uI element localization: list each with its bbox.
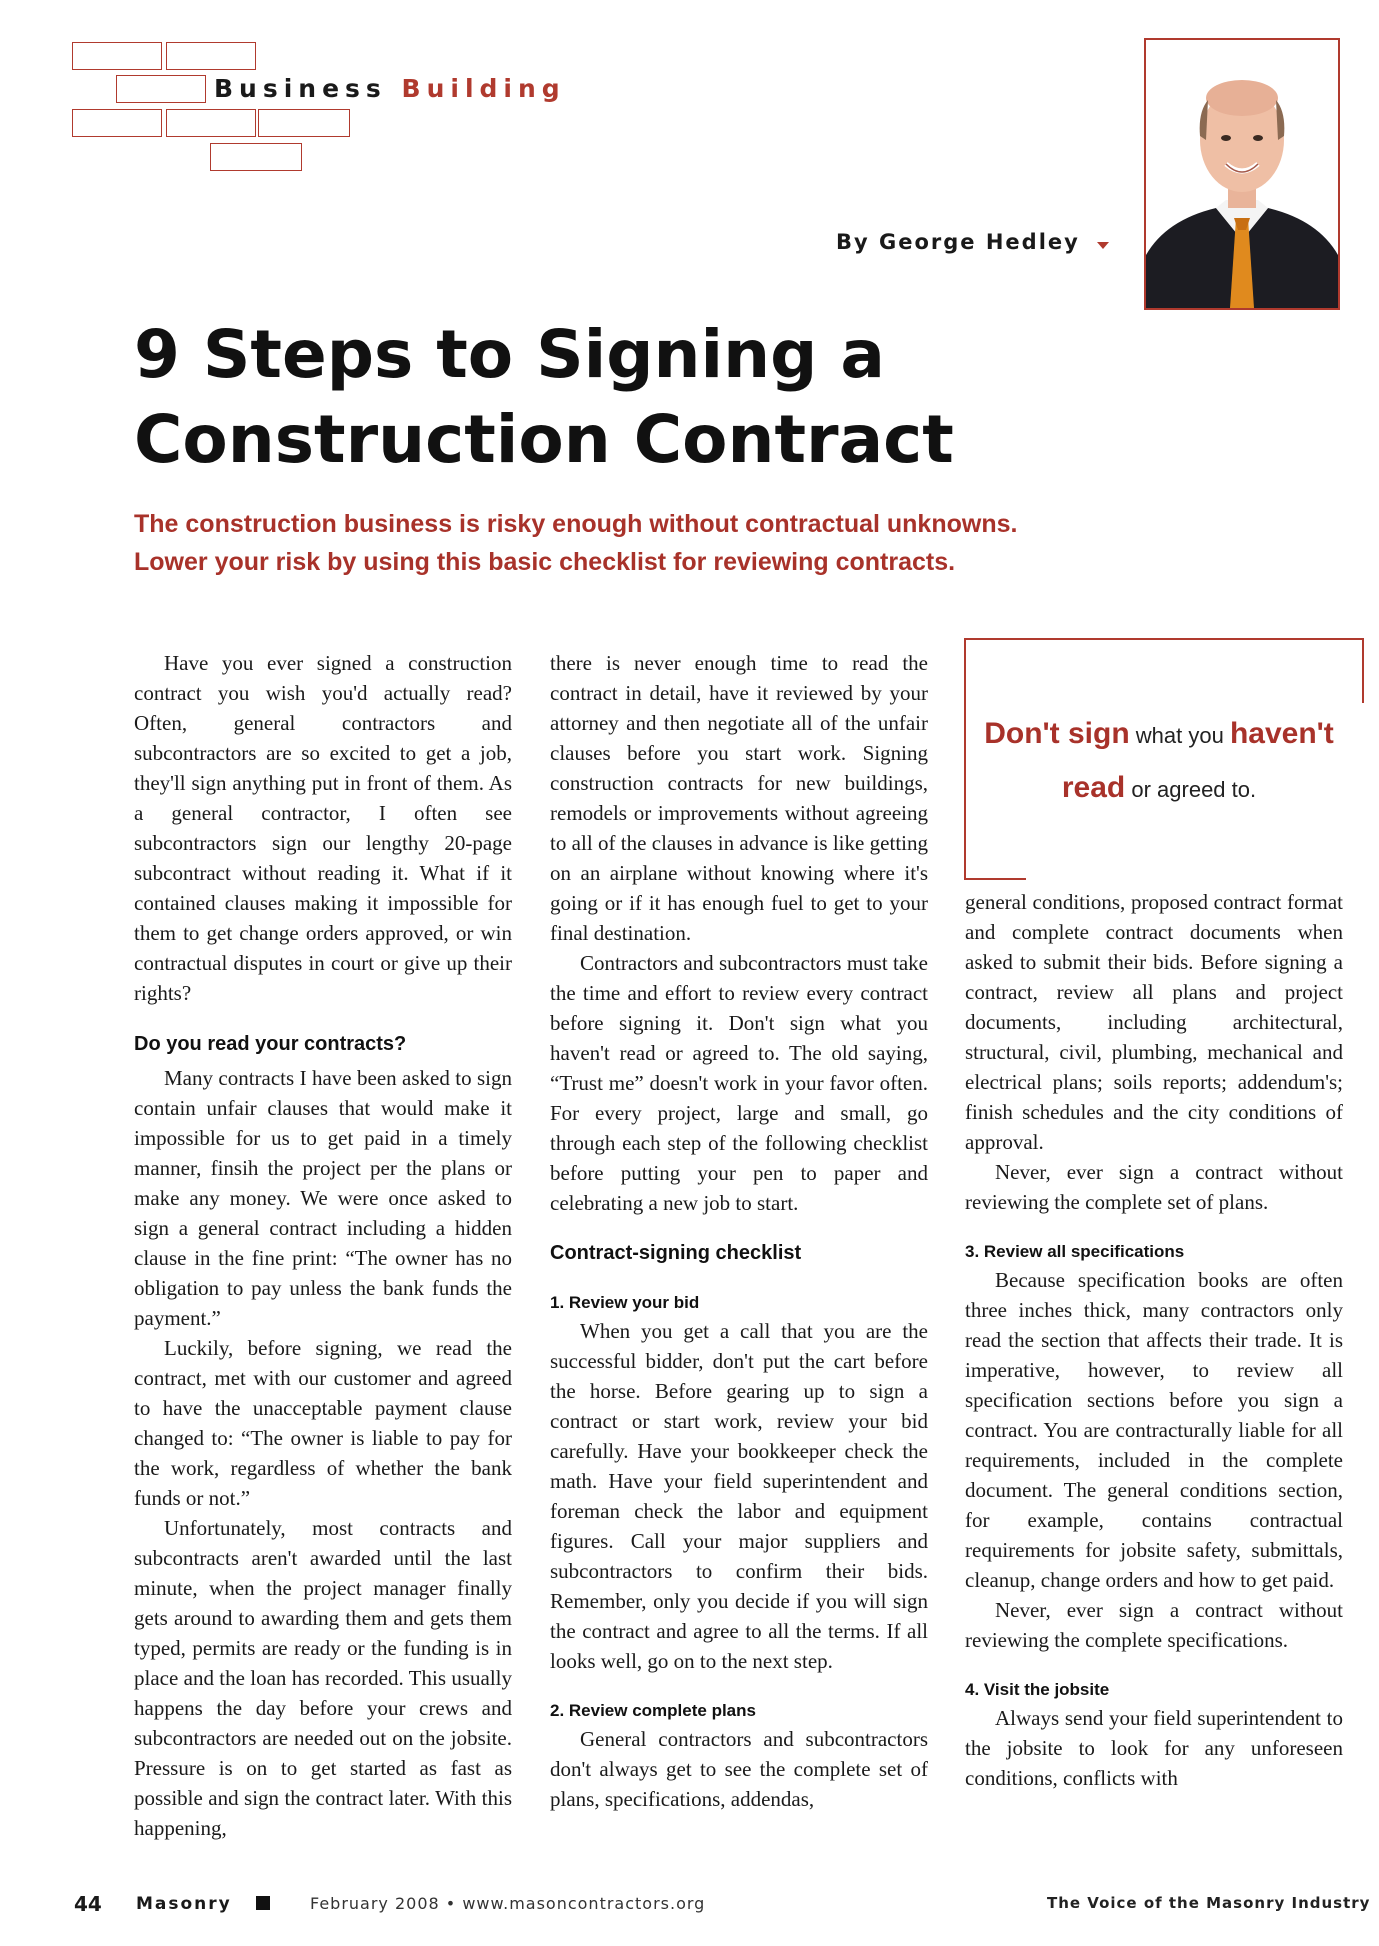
article-title (134, 312, 1094, 482)
paragraph: Contractors and subcontractors must take the time and effort to review every contract before signing it. Don't sign what you haven't read or agreed to. The old saying, “Trust me” doesn't work in your favor often. For every project, large and small, go through each step of the following checklist before putting your pen to paper and celebrating a new job to start. (550, 951, 928, 1215)
paragraph: Never, ever sign a contract without reviewing the complete specifications. (965, 1598, 1343, 1652)
pull-quote-emphasis: read (1061, 771, 1126, 804)
page-number: 44 (74, 1892, 102, 1916)
pull-quote (964, 638, 1364, 883)
magazine-name: Masonry (136, 1894, 232, 1914)
section-label (214, 74, 566, 103)
pull-quote-plain: what you (1129, 723, 1230, 748)
title-line-2: Construction Contract (134, 401, 954, 478)
column-2 (550, 648, 928, 1814)
pull-quote-emphasis: haven't (1229, 717, 1334, 750)
byline: By George Hedley (836, 230, 1080, 254)
title-line-1: 9 Steps to Signing a (134, 316, 885, 393)
step-1-heading: 1. Review your bid (550, 1293, 700, 1312)
paragraph: Have you ever signed a construction contract you wish you'd actually read? Often, general contractors and subcontractors are so excited to get a job, they'll sign anything put in front of them. As a general contractor, I often see subcontractors sign our lengthy 20-page subcontract without reading it. What if it contained clauses making it impossible for them to get change orders approved, or win contractual disputes in court or give up their rights? (134, 651, 512, 1005)
author-photo (1144, 38, 1340, 310)
step-4-heading: 4. Visit the jobsite (965, 1680, 1110, 1699)
column-3 (965, 887, 1343, 1793)
step-2-heading: 2. Review complete plans (550, 1701, 756, 1720)
section-word-business: Business (214, 74, 387, 103)
magazine-tagline: The Voice of the Masonry Industry (1047, 1894, 1371, 1912)
step-3-heading: 3. Review all specifications (965, 1242, 1185, 1261)
paragraph: Many contracts I have been asked to sign contain unfair clauses that would make it impossible for us to get paid in a timely manner, finsih the project per the plans or make any money. We were once asked to sign a general contract including a hidden clause in the fine print: “The owner has no obligation to pay unless the bank funds the payment.” (134, 1066, 512, 1330)
article-deck (134, 505, 1184, 581)
pull-quote-text (974, 708, 1344, 816)
pull-quote-border-bottom (964, 878, 1026, 880)
paragraph: General contractors and subcontractors don't always get to see the complete set of plans, specifications, addendas, (550, 1727, 928, 1811)
paragraph: When you get a call that you are the successful bidder, don't put the cart before the horse. Before gearing up to sign a contract or start work, review your bid carefully. Have your bookkeeper check the math. Have your field superintendent and foreman check the labor and equipment figures. Call your major suppliers and subcontractors to confirm their bids. Remember, only you decide if you will sign the contract and agree to all the terms. If all looks well, go on to the next step. (550, 1319, 928, 1673)
pull-quote-border-left (964, 638, 966, 880)
deck-line-1: The construction business is risky enough without contractual unknowns. (134, 510, 1018, 538)
paragraph: Always send your field superintendent to the jobsite to look for any unforeseen conditions, conflicts with (965, 1706, 1343, 1790)
pull-quote-border-right (1362, 638, 1364, 703)
section-word-building: Building (401, 74, 566, 103)
subhead-checklist: Contract-signing checklist (550, 1242, 802, 1264)
paragraph: Unfortunately, most contracts and subcontracts aren't awarded until the last minute, when the project manager finally gets around to awarding them and gets them typed, permits are ready or the funding is in place and the loan has recorded. This usually happens the day before your crews and subcontractors are needed out on the jobsite. Pressure is on to get started as fast as possible and sign the contract later. With this happening, (134, 1516, 512, 1840)
deck-line-2: Lower your risk by using this basic checklist for reviewing contracts. (134, 548, 956, 576)
pull-quote-border-top (964, 638, 1364, 640)
column-1 (134, 648, 512, 1843)
pull-quote-plain: or agreed to. (1125, 777, 1257, 802)
author-portrait-icon (1146, 40, 1338, 308)
paragraph: Because specification books are often three inches thick, many contractors only read the section that affects their trade. It is imperative, however, to review all specification sections before you sign a contract. You are contracturally liable for all requirements, included in the complete document. The general conditions section, for example, contains contractual requirements for jobsite safety, submittals, cleanup, change orders and how to get paid. (965, 1268, 1343, 1592)
pull-quote-emphasis: Don't sign (984, 717, 1130, 750)
byline-arrow-icon (1097, 242, 1109, 249)
paragraph: Never, ever sign a contract without reviewing the complete set of plans. (965, 1160, 1343, 1214)
paragraph: Luckily, before signing, we read the contract, met with our customer and agreed to have the unacceptable payment clause changed to: “The owner is liable to pay for the work, regardless of whether the bank funds or not.” (134, 1336, 512, 1510)
paragraph: general conditions, proposed contract format and complete contract documents when asked to submit their bids. Before signing a contract, review all plans and project documents, including architectural, structural, civil, plumbing, mechanical and electrical plans; soils reports; addendum's; finish schedules and the city conditions of approval. (965, 890, 1343, 1154)
issue-info: February 2008 • www.masoncontractors.org (310, 1894, 706, 1913)
paragraph: there is never enough time to read the contract in detail, have it reviewed by your attorney and then negotiate all of the unfair clauses before you start work. Signing construction contracts for new buildings, remodels or improvements without agreeing to all of the clauses in advance is like getting on an airplane without knowing where it's going or if it has enough fuel to get to your final destination. (550, 651, 928, 945)
subhead-read-contracts: Do you read your contracts? (134, 1033, 407, 1055)
footer-square-icon (256, 1896, 270, 1910)
